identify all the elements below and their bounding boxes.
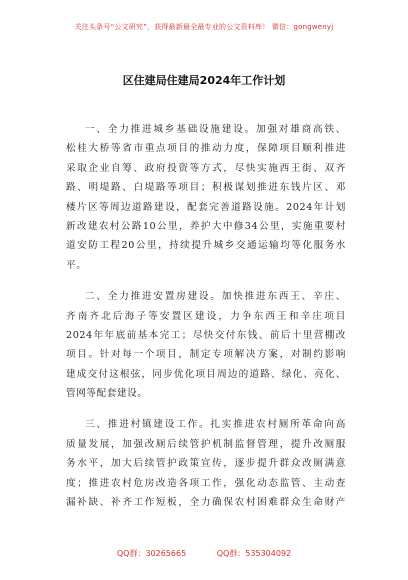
paragraph-line: 项目。针对每一个项目，制定专项解决方案，对制约影响	[66, 349, 346, 361]
paragraph-3	[66, 415, 346, 512]
paragraph-line: 漏补缺、补齐工作短板，全力确保农村困难群众生命财产	[66, 497, 346, 509]
paragraph-1	[66, 120, 346, 275]
footer-contacts	[0, 548, 408, 559]
paragraph-line: 三、推进村镇建设工作。扎实推进农村厕所革命向高	[85, 419, 346, 431]
header-banner: 关注头条号“公文研究”，获得最新最全最专业的公文资料库！ 微信：gongwenyj	[74, 23, 334, 31]
paragraph-line: 一、全力推进城乡基础设施建设。加强对雄商高铁、	[85, 124, 346, 135]
document-body	[66, 120, 346, 530]
paragraph-line: 质量发展，加强改厕后续管护机制监督管理，提升改厕服	[66, 438, 346, 450]
paragraph-line: 道安防工程20公里，持续提升城乡交通运输均等化服务水	[66, 240, 346, 252]
paragraph-line: 建成交付这根弦，同步优化项目周边的道路、绿化、亮化、	[66, 368, 346, 380]
paragraph-line: 松桂大桥等省市重点项目的推动力度，保障项目顺利推进	[66, 143, 346, 155]
paragraph-line: 楼片区等周边道路建设，配套完善道路设施。2024年计划	[66, 201, 346, 213]
paragraph-spacer	[66, 275, 346, 287]
paragraph-line: 务水平，加大后续管护政策宣传，逐步提升群众改厕满意	[66, 458, 346, 470]
paragraph-spacer	[66, 403, 346, 415]
paragraph-line: 度；推进农村危房改造各项工作，强化动态监管、主动查	[66, 477, 346, 489]
paragraph-line: 采取企业自筹、政府投资等方式，尽快实施西王街、双齐	[66, 162, 346, 174]
paragraph-line: 齐南齐北后海子等安置区建设，力争东西王和辛庄项目	[66, 310, 346, 322]
footer-qq-group-2: QQ群：535304092	[216, 549, 292, 558]
paragraph-line: 路、明堤路、白堤路等项目；积极谋划推进东钱片区、邓	[66, 182, 346, 194]
document-title: 区住建局住建局2024年工作计划	[122, 74, 286, 87]
paragraph-line: 平。	[66, 259, 87, 271]
footer-qq-group-1: QQ群：30265665	[116, 549, 187, 558]
paragraph-line: 新改建农村公路10公里，养护大中修34公里，实施重要村	[66, 220, 346, 232]
paragraph-line: 二、全力推进安置房建设。加快推进东西王、辛庄、	[85, 291, 346, 303]
paragraph-line: 2024年年底前基本完工；尽快交付东钱、前后十里营棚改	[66, 329, 346, 341]
paragraph-line: 管网等配套建设。	[66, 388, 148, 400]
paragraph-2	[66, 287, 346, 403]
